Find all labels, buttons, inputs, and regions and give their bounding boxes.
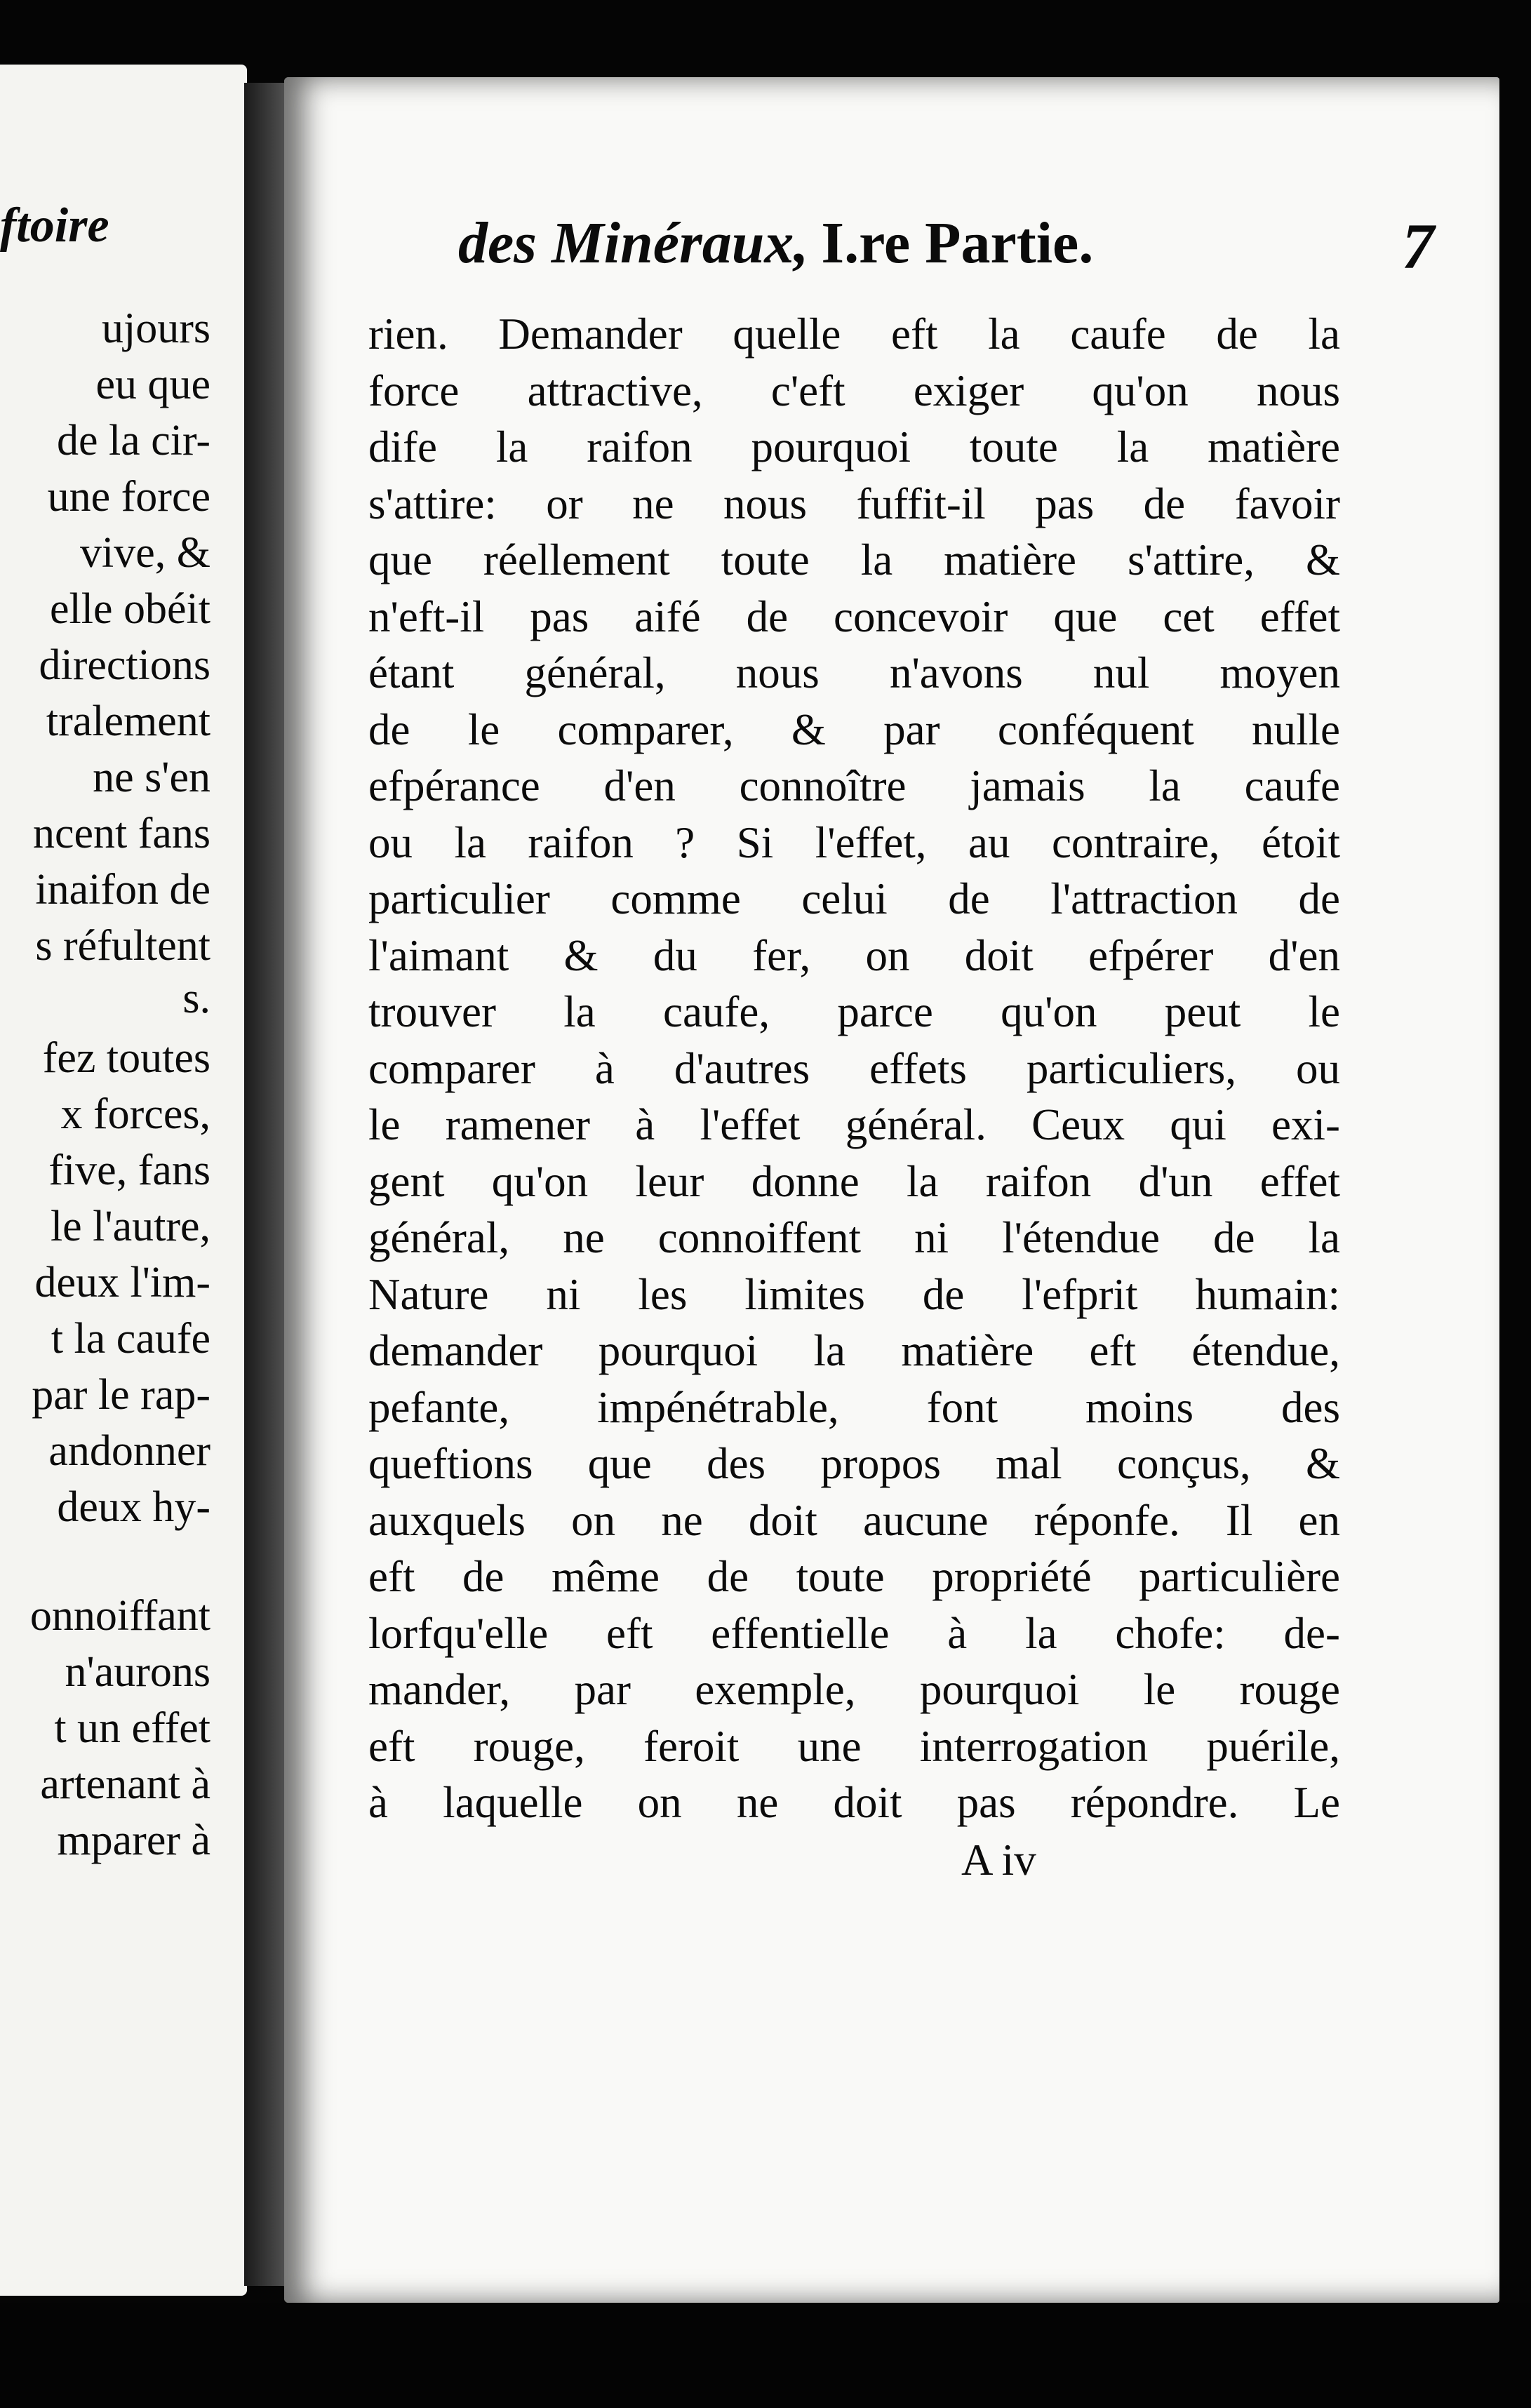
left-page-line: deux hy-: [57, 1483, 210, 1531]
body-line: Nature ni les limites de l'efprit humain:: [368, 1270, 1340, 1319]
running-head-title: des Minéraux,: [458, 210, 809, 276]
left-page-line: t un effet: [54, 1704, 210, 1752]
body-line: général, ne connoiffent ni l'étendue de la: [368, 1213, 1340, 1262]
left-page-line: le l'autre,: [50, 1203, 210, 1250]
left-page-line: x forces,: [60, 1090, 210, 1138]
left-page-line: eu que: [95, 361, 210, 408]
body-line: auxquels on ne doit aucune réponfe. Il en: [368, 1496, 1340, 1545]
body-line: le ramener à l'effet général. Ceux qui exi-: [368, 1100, 1340, 1149]
body-line: force attractive, c'eft exiger qu'on nous: [368, 366, 1340, 415]
left-page-running-head: ftoire: [0, 199, 109, 253]
body-line: trouver la caufe, parce qu'on peut le: [368, 987, 1340, 1036]
left-page-line: mparer à: [57, 1817, 210, 1864]
body-line: gent qu'on leur donne la raifon d'un effet: [368, 1157, 1340, 1206]
body-line: l'aimant & du fer, on doit efpérer d'en: [368, 931, 1340, 980]
left-page-line: artenant à: [40, 1760, 210, 1808]
right-page: [284, 77, 1499, 2303]
body-line: pefante, impénétrable, font moins des: [368, 1383, 1340, 1432]
left-page-line: elle obéit: [50, 585, 210, 633]
body-line: ou la raifon ? Si l'effet, au contraire, étoit: [368, 818, 1340, 867]
body-line: dife la raifon pourquoi toute la matière: [368, 422, 1340, 471]
left-page-line: five, fans: [48, 1146, 210, 1194]
left-page-line: fez toutes: [42, 1034, 210, 1082]
left-page-line: ne s'en: [93, 754, 210, 801]
body-line: à laquelle on ne doit pas répondre. Le: [368, 1778, 1340, 1827]
body-line: de le comparer, & par conféquent nulle: [368, 705, 1340, 754]
body-line: queftions que des propos mal conçus, &: [368, 1439, 1340, 1488]
body-line: s'attire: or ne nous fuffit-il pas de favoir: [368, 479, 1340, 528]
left-page-line: une force: [47, 473, 210, 521]
left-page-line: onnoiffant: [29, 1592, 210, 1640]
left-page-line: n'aurons: [65, 1648, 210, 1696]
left-page-line: par le rap-: [32, 1371, 210, 1419]
left-page-line: t la caufe: [51, 1315, 210, 1363]
scan-bottom-border: [0, 2303, 1531, 2408]
signature-mark: A iv: [961, 1835, 1036, 1885]
left-page-line: ncent fans: [32, 810, 210, 857]
left-page-line: directions: [39, 641, 210, 689]
left-facing-page: [0, 65, 247, 2296]
body-line: eft rouge, feroit une interrogation puérile,: [368, 1722, 1340, 1771]
left-page-line: andonner: [48, 1427, 210, 1475]
left-page-line: inaifon de: [35, 866, 210, 914]
body-line: étant général, nous n'avons nul moyen: [368, 648, 1340, 697]
running-head-part: I.re Partie.: [821, 210, 1094, 276]
left-page-line: de la cir-: [56, 417, 210, 464]
left-page-line: ujours: [102, 305, 210, 352]
left-page-line: s réfultent: [35, 922, 210, 970]
left-page-line: s.: [182, 975, 210, 1022]
body-line: n'eft-il pas aifé de concevoir que cet effet: [368, 592, 1340, 641]
running-head: [458, 209, 1525, 282]
body-line: mander, par exemple, pourquoi le rouge: [368, 1665, 1340, 1714]
body-line: comparer à d'autres effets particuliers, ou: [368, 1044, 1340, 1093]
body-line: demander pourquoi la matière eft étendue,: [368, 1326, 1340, 1375]
left-page-line: tralement: [46, 697, 210, 745]
page-number: 7: [1402, 210, 1434, 282]
body-line: particulier comme celui de l'attraction de: [368, 874, 1340, 923]
body-line: efpérance d'en connoître jamais la caufe: [368, 761, 1340, 810]
body-line: lorfqu'elle eft effentielle à la chofe: de-: [368, 1609, 1340, 1658]
body-line: que réellement toute la matière s'attire, &: [368, 535, 1340, 584]
left-page-line: vive, &: [80, 529, 210, 577]
body-line: rien. Demander quelle eft la caufe de la: [368, 309, 1340, 359]
left-page-line: deux l'im-: [34, 1259, 210, 1306]
body-line: eft de même de toute propriété particulière: [368, 1552, 1340, 1601]
